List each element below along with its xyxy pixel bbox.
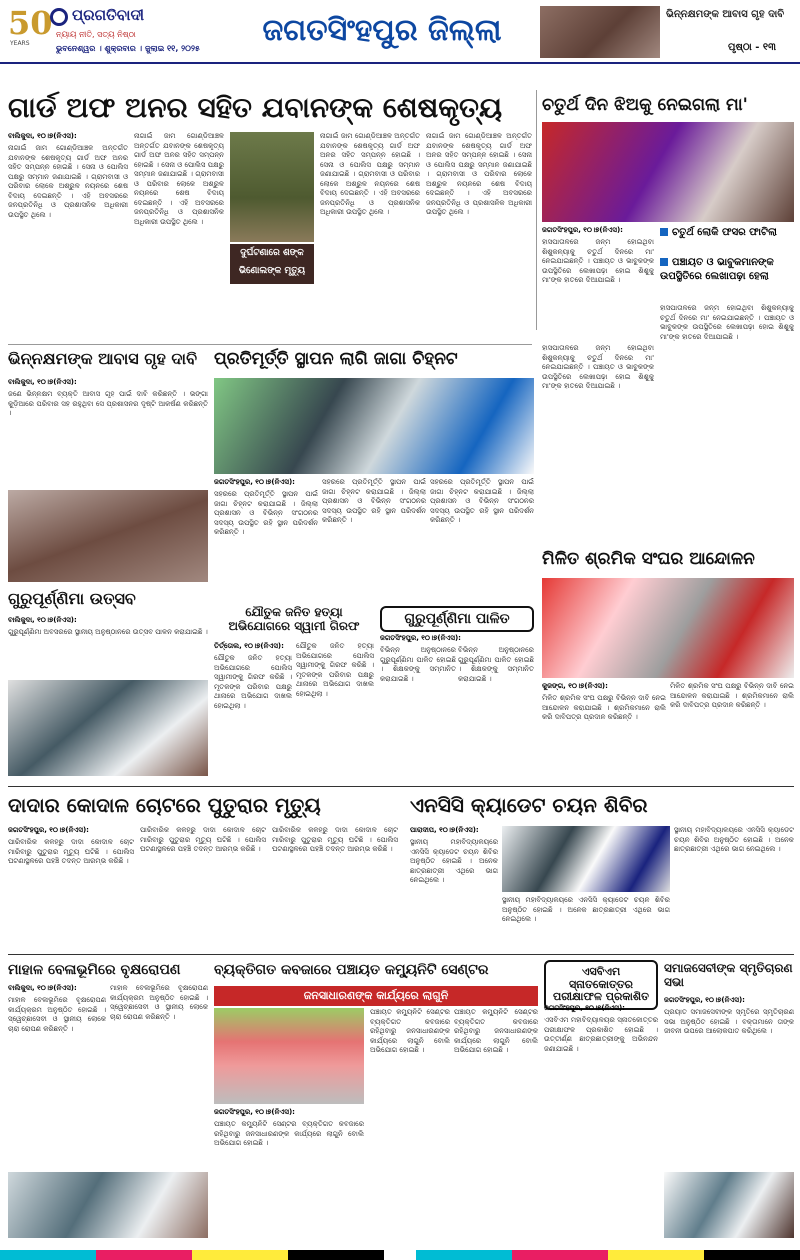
- section-divider: [8, 786, 794, 787]
- pratimurti-photo: [214, 378, 534, 474]
- dateline: ଭୁବନେଶ୍ୱର । ଶୁକ୍ରବାର । ଜୁଲାଇ ୧୧, ୨୦୨୫: [56, 44, 200, 53]
- maa-bullet-1: ଚତୁର୍ଥ ଲୋକି ଫସର ଫାଟିଲା: [660, 226, 794, 240]
- brand-circle-icon: [50, 8, 68, 26]
- ncc-byline: ପାରାଦୀପ, ୧୦।୭(ନିଏସ):: [410, 826, 479, 834]
- pratimurti-text-col2: ସହରରେ ପ୍ରତିମୂର୍ତ୍ତି ସ୍ଥାପନ ପାଇଁ ଜାଗା ଚିହ୍ନଟ କରାଯାଇଛି । ଜିଲ୍ଲା ପ୍ରଶାସନ ଓ ବିଭିନ୍ନ ସଂଗଠନର ସଦସ୍ୟ ଉପସ୍ଥିତ ରହି ସ୍ଥାନ ପରିଦର୍ଶନ କରିଛନ୍ତି ।: [322, 478, 426, 524]
- community-text: ପଞ୍ଚାୟତ କମ୍ୟୁନିଟି ସେଣ୍ଟର ବ୍ୟକ୍ତିଗତ କବଜାରେ ରହିଥିବାରୁ ଜନସାଧାରଣଙ୍କ କାର୍ଯ୍ୟରେ ଲାଗୁନି ବୋଲି ଅଭିଯୋଗ ହୋଇଛି ।: [214, 1120, 364, 1147]
- ncc-text-col3: ସ୍ଥାନୀୟ ମହାବିଦ୍ୟାଳୟରେ ଏନସିସି କ୍ୟାଡେଟ ଚୟନ ଶିବିର ଅନୁଷ୍ଠିତ ହୋଇଛି । ଅନେକ ଛାତ୍ରଛାତ୍ରୀ ଏଥିରେ ଭାଗ ନେଇଥିଲେ ।: [674, 826, 794, 853]
- maa-byline: ଜଗତସିଂହପୁର, ୧୦।୭(ନିଏସ):: [542, 226, 623, 234]
- mahala-headline[interactable]: ମାହାଳ ବେଳାଭୂମିରେ ବୃକ୍ଷରୋପଣ: [8, 962, 181, 978]
- masthead-teaser[interactable]: ଭିନ୍ନକ୍ଷମଙ୍କ ଆବାସ ଗୃହ ଦାବି: [666, 9, 785, 20]
- ncc-headline[interactable]: ଏନସିସି କ୍ୟାଡେଟ ଚୟନ ଶିବିର: [410, 793, 648, 817]
- pratimurti-byline: ଜଗତସିଂହପୁର, ୧୦।୭(ନିଏସ):: [214, 478, 295, 486]
- abasa-byline: ବାଲିକୁଦା, ୧୦।୭(ନିଏସ):: [8, 378, 77, 386]
- ncc-photo: [502, 826, 670, 892]
- ncc-text: ସ୍ଥାନୀୟ ମହାବିଦ୍ୟାଳୟରେ ଏନସିସି କ୍ୟାଡେଟ ଚୟନ ଶିବିର ଅନୁଷ୍ଠିତ ହୋଇଛି । ଅନେକ ଛାତ୍ରଛାତ୍ରୀ ଏଥିରେ ଭାଗ ନେଇଥିଲେ ।: [410, 838, 498, 884]
- lead-text: ନାଗାଇଁ ଜାମ ଗୋଣ୍ଡିଆଞ୍ଚଳ ଅନ୍ତର୍ଗତ ଯବାନଙ୍କ ଶେଷକୃତ୍ୟ ଗାର୍ଡ ଅଫ ଅନର ସହିତ ସମ୍ପନ୍ନ ହୋଇଛି । ସେନା ଓ ପୋଲିସ ପକ୍ଷରୁ ସମ୍ମାନ ଜଣାଯାଇଛି । ଗ୍ରାମବାସୀ ଓ ପରିବାର ଲୋକେ ଅଶ୍ରୁଳ ନୟନରେ ଶେଷ ବିଦାୟ ଦେଇଛନ୍ତି । ଏହି ଅବସରରେ ଜନପ୍ରତିନିଧି ଓ ପ୍ରଶାସନିକ ଅଧିକାରୀ ଉପସ୍ଥିତ ଥିଲେ ।: [8, 144, 128, 219]
- joutuka-byline: ତିର୍ତ୍ତୋଲ, ୧୦।୭(ନିଏସ):: [214, 642, 284, 650]
- sbm-text: ଏସବିଏମ ମହାବିଦ୍ୟାଳୟର ସ୍ନାତକୋତ୍ତର ପରୀକ୍ଷାଫଳ ପ୍ରକାଶିତ ହୋଇଛି । ଉତ୍ତୀର୍ଣ୍ଣ ଛାତ୍ରଛାତ୍ରୀଙ୍କୁ ଅଭିନନ୍ଦନ ଜଣାଯାଇଛି ।: [544, 1016, 658, 1053]
- dadara-text-col3: ପାରିବାରିକ କଳହରୁ ଦାଦା କୋଦାଳ ଚୋଟ ମାରିବାରୁ ପୁତୁରାର ମୃତ୍ୟୁ ଘଟିଛି । ପୋଲିସ ଘଟଣାସ୍ଥଳରେ ପହଞ୍ଚି ତଦନ୍ତ ଆରମ୍ଭ କରିଛି ।: [272, 826, 398, 853]
- guru-utsav-text: ଗୁରୁପୂର୍ଣ୍ଣିମା ଅବସରରେ ସ୍ଥାନୀୟ ଅନୁଷ୍ଠାନରେ ଉତ୍ସବ ପାଳନ କରାଯାଇଛି ।: [8, 628, 208, 636]
- anniversary-logo: 50: [8, 4, 53, 42]
- dadara-text-col2: ପାରିବାରିକ କଳହରୁ ଦାଦା କୋଦାଳ ଚୋଟ ମାରିବାରୁ ପୁତୁରାର ମୃତ୍ୟୁ ଘଟିଛି । ପୋଲିସ ଘଟଣାସ୍ଥଳରେ ପହଞ୍ଚି ତଦନ୍ତ ଆରମ୍ଭ କରିଛି ।: [140, 826, 266, 853]
- masthead-teaser-photo: [540, 6, 660, 58]
- page-number: ପୃଷ୍ଠା - ୧୩: [728, 42, 776, 53]
- section-divider: [8, 954, 794, 955]
- bullet-icon: [660, 258, 668, 266]
- guru-utsav-photo: [8, 680, 208, 776]
- lead-photo-caption: ଦୁର୍ଘଟଣାରେ ଶଙ୍କ ଭିଣୋଲଙ୍କ ମୃତ୍ୟୁ: [230, 244, 314, 284]
- guru-palita-headline[interactable]: ଗୁରୁପୂର୍ଣ୍ଣିମା ପାଳିତ: [380, 606, 534, 632]
- abasa-text: ଜଣେ ଭିନ୍ନକ୍ଷମ ବ୍ୟକ୍ତି ଆବାସ ଗୃହ ପାଇଁ ଦାବି କରିଛନ୍ତି । ଭଙ୍ଗା କୁଡ଼ିଆରେ ପରିବାର ସହ ରହୁଥିବା ସେ ପ୍ରଶାସନର ଦୃଷ୍ଟି ଆକର୍ଷଣ କରିଛନ୍ତି ।: [8, 390, 208, 417]
- mahala-photo: [8, 1172, 208, 1238]
- section-divider: [8, 344, 532, 345]
- dadara-byline: ଜଗତସିଂହପୁର, ୧୦।୭(ନିଏସ):: [8, 826, 89, 834]
- community-strip: ଜନସାଧାରଣଙ୍କ କାର୍ଯ୍ୟରେ ଲାଗୁନି: [214, 986, 538, 1006]
- brand-name: ପ୍ରଗତିବାଦୀ: [72, 6, 145, 24]
- guru-palita-byline: ଜଗତସିଂହପୁର, ୧୦।୭(ନିଏସ):: [380, 634, 461, 642]
- pratimurti-text-col3: ସହରରେ ପ୍ରତିମୂର୍ତ୍ତି ସ୍ଥାପନ ପାଇଁ ଜାଗା ଚିହ୍ନଟ କରାଯାଇଛି । ଜିଲ୍ଲା ପ୍ରଶାସନ ଓ ବିଭିନ୍ନ ସଂଗଠନର ସଦସ୍ୟ ଉପସ୍ଥିତ ରହି ସ୍ଥାନ ପରିଦର୍ଶନ କରିଛନ୍ତି ।: [430, 478, 534, 524]
- mahala-byline: ବାଲିକୁଦା, ୧୦।୭(ନିଏସ):: [8, 984, 77, 992]
- lead-soldier-photo: [230, 132, 314, 242]
- smruti-text: ପ୍ରୟାତ ସମାଜସେବୀଙ୍କ ସ୍ମୃତିରେ ସ୍ମୃତିଚାରଣ ସଭା ଅନୁଷ୍ଠିତ ହୋଇଛି । ବକ୍ତାମାନେ ତାଙ୍କ ଜୀବନୀ ଉପରେ ଆଲୋକପାତ କରିଥିଲେ ।: [664, 1008, 794, 1035]
- pratimurti-text: ସହରରେ ପ୍ରତିମୂର୍ତ୍ତି ସ୍ଥାପନ ପାଇଁ ଜାଗା ଚିହ୍ନଟ କରାଯାଇଛି । ଜିଲ୍ଲା ପ୍ରଶାସନ ଓ ବିଭିନ୍ନ ସଂଗଠନର ସଦସ୍ୟ ଉପସ୍ଥିତ ରହି ସ୍ଥାନ ପରିଦର୍ଶନ କରିଛନ୍ତି ।: [214, 490, 318, 536]
- print-color-bar: [0, 1250, 800, 1260]
- community-photo: [214, 1008, 364, 1104]
- lead-text-col4: ନାଗାଇଁ ଜାମ ଗୋଣ୍ଡିଆଞ୍ଚଳ ଅନ୍ତର୍ଗତ ଯବାନଙ୍କ ଶେଷକୃତ୍ୟ ଗାର୍ଡ ଅଫ ଅନର ସହିତ ସମ୍ପନ୍ନ ହୋଇଛି । ସେନା ଓ ପୋଲିସ ପକ୍ଷରୁ ସମ୍ମାନ ଜଣାଯାଇଛି । ଗ୍ରାମବାସୀ ଓ ପରିବାର ଲୋକେ ଅଶ୍ରୁଳ ନୟନରେ ଶେଷ ବିଦାୟ ଦେଇଛନ୍ତି । ଏହି ଅବସରରେ ଜନପ୍ରତିନିଧି ଓ ପ୍ରଶାସନିକ ଅଧିକାରୀ ଉପସ୍ଥିତ ଥିଲେ ।: [426, 132, 532, 216]
- pratimurti-headline[interactable]: ପ୍ରତିମୂର୍ତ୍ତି ସ୍ଥାପନ ଲାଗି ଜାଗା ଚିହ୍ନଟ: [214, 349, 458, 369]
- district-title: ଜଗତସିଂହପୁର ଜିଲ୍ଲା: [262, 13, 502, 48]
- bullet-icon: [660, 228, 668, 236]
- ncc-text-col2: ସ୍ଥାନୀୟ ମହାବିଦ୍ୟାଳୟରେ ଏନସିସି କ୍ୟାଡେଟ ଚୟନ ଶିବିର ଅନୁଷ୍ଠିତ ହୋଇଛି । ଅନେକ ଛାତ୍ରଛାତ୍ରୀ ଏଥିରେ ଭାଗ ନେଇଥିଲେ ।: [502, 896, 670, 923]
- maa-bullet-2: ପଞ୍ଚାୟତ ଓ ଭାବୁକମାନଙ୍କ ଉପସ୍ଥିତିରେ ଲେଖାପଢ଼ା ହେଲା: [660, 257, 774, 282]
- mahala-text: ମାହାଳ ବେଳାଭୂମିରେ ବୃକ୍ଷରୋପଣ କାର୍ଯ୍ୟକ୍ରମ ଅନୁଷ୍ଠିତ ହୋଇଛି । ସ୍ୱେଚ୍ଛାସେବୀ ଓ ସ୍ଥାନୀୟ ଲୋକେ ଚାରା ରୋପଣ କରିଛନ୍ତି ।: [8, 996, 106, 1033]
- maa-text-col2: ହାସପାତାଳରେ ଜନ୍ମ ହୋଇଥିବା ଶିଶୁକନ୍ୟାକୁ ଚତୁର୍ଥ ଦିନରେ ମା' ନେଇଯାଇଛନ୍ତି । ପଞ୍ଚାୟତ ଓ ଭାବୁକଙ୍କ ଉପସ୍ଥିତିରେ ଲେଖାପଢ଼ା ହୋଇ ଶିଶୁକୁ ମା'ଙ୍କ ହାତରେ ଦିଆଯାଇଛି ।: [660, 304, 794, 341]
- maa-text-col3: ହାସପାତାଳରେ ଜନ୍ମ ହୋଇଥିବା ଶିଶୁକନ୍ୟାକୁ ଚତୁର୍ଥ ଦିନରେ ମା' ନେଇଯାଇଛନ୍ତି । ପଞ୍ଚାୟତ ଓ ଭାବୁକଙ୍କ ଉପସ୍ଥିତିରେ ଲେଖାପଢ଼ା ହୋଇ ଶିଶୁକୁ ମା'ଙ୍କ ହାତରେ ଦିଆଯାଇଛି ।: [542, 344, 654, 390]
- dadara-text: ପାରିବାରିକ କଳହରୁ ଦାଦା କୋଦାଳ ଚୋଟ ମାରିବାରୁ ପୁତୁରାର ମୃତ୍ୟୁ ଘଟିଛି । ପୋଲିସ ଘଟଣାସ୍ଥଳରେ ପହଞ୍ଚି ତଦନ୍ତ ଆରମ୍ଭ କରିଛି ।: [8, 838, 134, 865]
- shramika-headline[interactable]: ମିଳିତ ଶ୍ରମିକ ସଂଘର ଆନ୍ଦୋଳନ: [542, 549, 755, 569]
- masthead: [0, 0, 800, 64]
- joutuka-text: ଯୌତୁକ ଜନିତ ହତ୍ୟା ଅଭିଯୋଗରେ ପୋଲିସ ସ୍ୱାମୀଙ୍କୁ ଗିରଫ କରିଛି । ମୃତକଙ୍କ ପରିବାର ପକ୍ଷରୁ ଥାନାରେ ଅଭିଯୋଗ ଦାଖଲ ହୋଇଥିଲା ।: [214, 654, 292, 710]
- shramika-text: ମିଳିତ ଶ୍ରମିକ ସଂଘ ପକ୍ଷରୁ ବିଭିନ୍ନ ଦାବି ନେଇ ଆନ୍ଦୋଳନ କରାଯାଇଛି । ଶ୍ରମିକମାନେ ରାଲି କରି ଦାବିପତ୍ର ପ୍ରଦାନ କରିଛନ୍ତି ।: [542, 694, 666, 721]
- guru-utsav-headline[interactable]: ଗୁରୁପୂର୍ଣ୍ଣିମା ଉତ୍ସବ: [8, 589, 136, 608]
- smruti-photo: [664, 1172, 794, 1238]
- community-headline[interactable]: ବ୍ୟକ୍ତିଗତ କବଜାରେ ପଞ୍ଚାୟତ କମ୍ୟୁନିଟି ସେଣ୍ଟର: [214, 962, 489, 978]
- smruti-byline: ଜଗତସିଂହପୁର, ୧୦।୭(ନିଏସ):: [664, 996, 745, 1004]
- abasa-headline[interactable]: ଭିନ୍ନକ୍ଷମଙ୍କ ଆବାସ ଗୃହ ଦାବି: [8, 349, 197, 368]
- guru-utsav-byline: ବାଲିକୁଦା, ୧୦।୭(ନିଏସ):: [8, 616, 77, 624]
- sbm-byline: ଜଗତସିଂହପୁର, ୧୦।୭(ନିଏସ):: [544, 1004, 625, 1012]
- abasa-photo: [8, 490, 208, 582]
- anniversary-label: YEARS: [10, 40, 30, 47]
- shramika-text-col2: ମିଳିତ ଶ୍ରମିକ ସଂଘ ପକ୍ଷରୁ ବିଭିନ୍ନ ଦାବି ନେଇ ଆନ୍ଦୋଳନ କରାଯାଇଛି । ଶ୍ରମିକମାନେ ରାଲି କରି ଦାବିପତ୍ର ପ୍ରଦାନ କରିଛନ୍ତି ।: [670, 682, 794, 709]
- dadara-headline[interactable]: ଦାଦାର କୋଦାଳ ଚୋଟରେ ପୁତୁରାର ମୃତ୍ୟୁ: [8, 793, 321, 817]
- shramika-photo: [542, 578, 794, 678]
- lead-text-col2: ନାଗାଇଁ ଜାମ ଗୋଣ୍ଡିଆଞ୍ଚଳ ଅନ୍ତର୍ଗତ ଯବାନଙ୍କ ଶେଷକୃତ୍ୟ ଗାର୍ଡ ଅଫ ଅନର ସହିତ ସମ୍ପନ୍ନ ହୋଇଛି । ସେନା ଓ ପୋଲିସ ପକ୍ଷରୁ ସମ୍ମାନ ଜଣାଯାଇଛି । ଗ୍ରାମବାସୀ ଓ ପରିବାର ଲୋକେ ଅଶ୍ରୁଳ ନୟନରେ ଶେଷ ବିଦାୟ ଦେଇଛନ୍ତି । ଏହି ଅବସରରେ ଜନପ୍ରତିନିଧି ଓ ପ୍ରଶାସନିକ ଅଧିକାରୀ ଉପସ୍ଥିତ ଥିଲେ ।: [134, 132, 224, 226]
- joutuka-text-col2: ଯୌତୁକ ଜନିତ ହତ୍ୟା ଅଭିଯୋଗରେ ପୋଲିସ ସ୍ୱାମୀଙ୍କୁ ଗିରଫ କରିଛି । ମୃତକଙ୍କ ପରିବାର ପକ୍ଷରୁ ଥାନାରେ ଅଭିଯୋଗ ଦାଖଲ ହୋଇଥିଲା ।: [296, 642, 374, 698]
- column-divider: [536, 90, 537, 330]
- lead-headline[interactable]: ଗାର୍ଡ ଅଫ ଅନର ସହିତ ଯବାନଙ୍କ ଶେଷକୃତ୍ୟ: [8, 91, 503, 124]
- community-byline: ଜଗତସିଂହପୁର, ୧୦।୭(ନିଏସ):: [214, 1108, 295, 1116]
- guru-palita-text-col2: ବିଭିନ୍ନ ଅନୁଷ୍ଠାନରେ ଗୁରୁପୂର୍ଣ୍ଣିମା ପାଳିତ ହୋଇଛି । ଶିକ୍ଷକଙ୍କୁ ସମ୍ମାନିତ କରାଯାଇଛି ।: [458, 646, 534, 683]
- lead-byline: ବାଲିକୁଦା, ୧୦।୭(ନିଏସ):: [8, 132, 77, 140]
- mahala-text-col2: ମାହାଳ ବେଳାଭୂମିରେ ବୃକ୍ଷରୋପଣ କାର୍ଯ୍ୟକ୍ରମ ଅନୁଷ୍ଠିତ ହୋଇଛି । ସ୍ୱେଚ୍ଛାସେବୀ ଓ ସ୍ଥାନୀୟ ଲୋକେ ଚାରା ରୋପଣ କରିଛନ୍ତି ।: [110, 984, 208, 1021]
- guru-palita-text: ବିଭିନ୍ନ ଅନୁଷ୍ଠାନରେ ଗୁରୁପୂର୍ଣ୍ଣିମା ପାଳିତ ହୋଇଛି । ଶିକ୍ଷକଙ୍କୁ ସମ୍ମାନିତ କରାଯାଇଛି ।: [380, 646, 456, 683]
- maa-photo: [542, 122, 794, 222]
- lead-text-col3: ନାଗାଇଁ ଜାମ ଗୋଣ୍ଡିଆଞ୍ଚଳ ଅନ୍ତର୍ଗତ ଯବାନଙ୍କ ଶେଷକୃତ୍ୟ ଗାର୍ଡ ଅଫ ଅନର ସହିତ ସମ୍ପନ୍ନ ହୋଇଛି । ସେନା ଓ ପୋଲିସ ପକ୍ଷରୁ ସମ୍ମାନ ଜଣାଯାଇଛି । ଗ୍ରାମବାସୀ ଓ ପରିବାର ଲୋକେ ଅଶ୍ରୁଳ ନୟନରେ ଶେଷ ବିଦାୟ ଦେଇଛନ୍ତି । ଏହି ଅବସରରେ ଜନପ୍ରତିନିଧି ଓ ପ୍ରଶାସନିକ ଅଧିକାରୀ ଉପସ୍ଥିତ ଥିଲେ ।: [320, 132, 420, 216]
- joutuka-headline[interactable]: ଯୌତୁକ ଜନିତ ହତ୍ୟା ଅଭିଯୋଗରେ ସ୍ୱାମୀ ଗିରଫ: [228, 605, 360, 633]
- smruti-headline[interactable]: ସମାଜସେବୀଙ୍କ ସ୍ମୃତିଚାରଣ ସଭା: [664, 961, 793, 989]
- community-text-col2: ପଞ୍ଚାୟତ କମ୍ୟୁନିଟି ସେଣ୍ଟର ବ୍ୟକ୍ତିଗତ କବଜାରେ ରହିଥିବାରୁ ଜନସାଧାରଣଙ୍କ କାର୍ଯ୍ୟରେ ଲାଗୁନି ବୋଲି ଅଭିଯୋଗ ହୋଇଛି ।: [370, 1008, 450, 1054]
- brand-tagline: ନ୍ୟାୟ ନୀତି, ସତ୍ୟ ନିଷ୍ଠା: [56, 30, 136, 39]
- maa-text: ହାସପାତାଳରେ ଜନ୍ମ ହୋଇଥିବା ଶିଶୁକନ୍ୟାକୁ ଚତୁର୍ଥ ଦିନରେ ମା' ନେଇଯାଇଛନ୍ତି । ପଞ୍ଚାୟତ ଓ ଭାବୁକଙ୍କ ଉପସ୍ଥିତିରେ ଲେଖାପଢ଼ା ହୋଇ ଶିଶୁକୁ ମା'ଙ୍କ ହାତରେ ଦିଆଯାଇଛି ।: [542, 238, 654, 284]
- maa-headline[interactable]: ଚତୁର୍ଥ ଦିନ ଝିଅକୁ ନେଇଗଲା ମା': [542, 95, 748, 115]
- community-text-col3: ପଞ୍ଚାୟତ କମ୍ୟୁନିଟି ସେଣ୍ଟର ବ୍ୟକ୍ତିଗତ କବଜାରେ ରହିଥିବାରୁ ଜନସାଧାରଣଙ୍କ କାର୍ଯ୍ୟରେ ଲାଗୁନି ବୋଲି ଅଭିଯୋଗ ହୋଇଛି ।: [454, 1008, 538, 1054]
- shramika-byline: କୁଜଙ୍ଗ, ୧୦।୭(ନିଏସ):: [542, 682, 608, 690]
- sbm-headline[interactable]: ଏସବିଏମ ସ୍ନାତକୋତ୍ତର ପରୀକ୍ଷାଫଳ ପ୍ରକାଶିତ: [544, 960, 658, 1010]
